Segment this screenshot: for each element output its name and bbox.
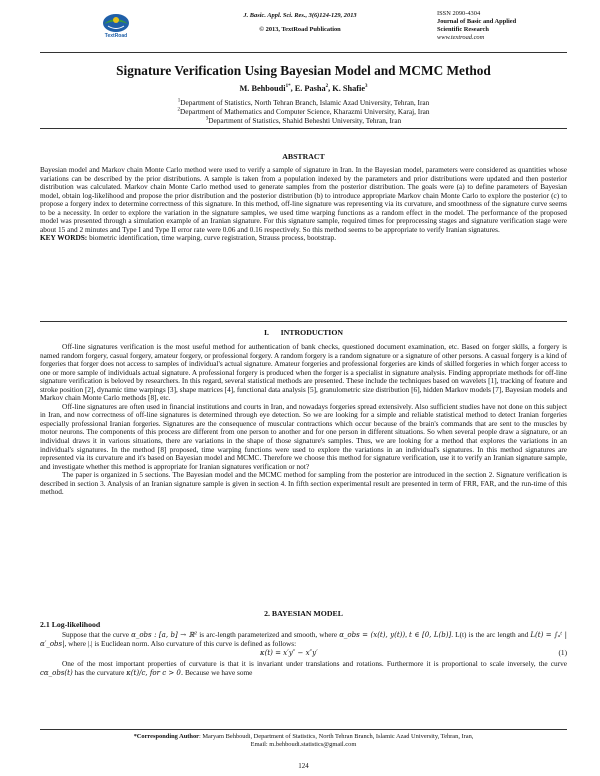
introduction-heading: I. INTRODUCTION bbox=[263, 328, 344, 337]
journal-info bbox=[437, 10, 567, 42]
keywords-text: biometric identification, time warping, curve registration, Strauss process, bootstrap. bbox=[89, 233, 337, 243]
keywords-label: KEY WORDS: bbox=[40, 233, 88, 243]
affiliation-3: $^3$Department of Statistics, Shahid Beheshti University, Tehran, Iran bbox=[205, 116, 402, 126]
curvature-equation bbox=[40, 649, 567, 659]
affiliation-1: $^1$Department of Statistics, North Tehran Branch, Islamic Azad University, Tehran, Iran bbox=[177, 98, 430, 107]
header-rule bbox=[40, 52, 567, 53]
abstract-text: Bayesian model and Markov chain Monte Carlo method were used to verify a sample of signature in Iran. In the Bayesian model, parameters were considered as quantities whose variations can be described by the prior distributions. A sample is taken from a population indexed by the parameters and prior distributions were updated and then posterior distribution was calculated. Markov chain Monte Carlo method used to generate samples from the posterior distribution. The goals were (a) to define parameters of Bayesian model, obtain log-likelihood and propose the prior distribution and the posterior distribution (b) to introduce appropriate Markov chain Monte Carlo to explore the posterior (c) to propose a forgery index to determine correctness of this signature. In this method, off-line signature was representing via its curvature, and smoothness of the signature curve seems to be a necessity. In order to explore the variation in the signature samples, we used time warping functions as a random effect in the model. The performance of the proposed model was presented through a simulation example of an Iranian signature. For this signature sample, required times for preprocessing stages and signature verification stage were about 15 and 2 minutes and Type I and Type II error rate were 0.06 and 0.16 respectively. So this method seems to be appropriate to verify Iranian signatures. bbox=[40, 165, 567, 234]
footnote-rule bbox=[40, 729, 567, 730]
footnote-email[interactable]: Email: m.behboudi.statistics@gmail.com bbox=[250, 741, 357, 748]
issn: ISSN 2090-4304 bbox=[437, 10, 481, 17]
footnote-line bbox=[40, 733, 567, 741]
keywords bbox=[40, 234, 567, 243]
scaled-curve-math: cα_obs(t) bbox=[40, 668, 73, 677]
publisher-logo bbox=[92, 10, 140, 40]
bayes-paragraph-1: Suppose that the curve α_obs : [a, b] → ℝ² is arc-length parameterized and smooth, where α_obs = (x(t), y(t)), t ∈ [0, L(b)]. L(t) is the arc length and L(t) = ∫ₐᵗ |α′_obs|, where |.| is Euclidean norm. Also curvature of this curve is defined as follows: bbox=[40, 630, 567, 648]
copyright-line: © 2013, TextRoad Publication bbox=[259, 26, 341, 33]
footnote-label: *Corresponding Author bbox=[133, 733, 199, 740]
curve-components-math: α_obs = (x(t), y(t)) bbox=[339, 631, 406, 639]
scaled-curvature-math: κ(t)/c, for c > 0. bbox=[126, 668, 184, 677]
abstract-body bbox=[40, 166, 567, 243]
domain-math: t ∈ [0, L(b)] bbox=[409, 631, 452, 639]
intro-paragraph-2: Off-line signatures are often used in financial institutions and courts in Iran, and nowadays forgeries spread extensively. Also sufficient studies have not done on this subject in Iran, and now correctness of off-line signatures is determined through eye detection. So we are looking for a simple and reliable statistical method to detect Iranian forgeries especially professional Iranian forgeries. Signatures are the consequence of muscular contractions which occur because of the brain's commands that are sent to the muscles by motor neurons. The components of this process are different from one person to another and for one person in different situations. So when several people draw a signature, or an individual draws it in various situations, there are variations in the shape of those signature's samples. Thus, we are looking for a method that explores the variations in an individual's signatures. In the method [8] proposed, time warping functions were used to explore the variations in an individual's signatures. In this method signatures are represented via its curvature and it's based on Bayesian model and MCMC. Therefore we choose this method for signature verification, use it to verify an Iranian signature sample, and investigate whether this method is appropriate for Iranian signatures verification or not? bbox=[40, 401, 567, 471]
bayesian-body bbox=[40, 631, 567, 677]
abstract-heading: ABSTRACT bbox=[282, 152, 325, 161]
author-3-sup: 3 bbox=[365, 84, 368, 90]
page-number: 124 bbox=[298, 762, 309, 770]
author-1: M. Behboudi bbox=[239, 84, 286, 93]
equation-number: (1) bbox=[558, 648, 567, 658]
journal-website[interactable]: www.textroad.com bbox=[437, 34, 485, 41]
author-2: E. Pasha bbox=[294, 84, 326, 93]
bayes-paragraph-2: One of the most important properties of curvature is that it is invariant under translations and rotations. Furthermore it is proportional to scale inversely, the curve cα_obs(t) has the curvature κ(t)/c, for c > 0. Because we have some bbox=[40, 659, 567, 677]
arc-length-math: L(t) = ∫ₐᵗ |α′_obs| bbox=[40, 631, 567, 648]
intro-paragraph-3: The paper is organized in 5 sections. The Bayesian model and the MCMC method for sampling from the posterior are introduced in the section 2. Signature verification is described in section 3. Analysis of an Iranian signature sample is given in section 4. In fifth section experimental result are presented in term of FRR, FAR, and the run-time of this method. bbox=[40, 470, 567, 497]
affiliations bbox=[40, 98, 567, 126]
introduction-body bbox=[40, 343, 567, 497]
logo-text: TextRoad bbox=[104, 33, 128, 39]
author-2-sup: 2 bbox=[325, 84, 329, 90]
author-line: M. Behboudi$^{1*}$, E. Pasha$^2$, K. Shafie$^3$ bbox=[239, 84, 368, 93]
journal-name-line-2: Scientific Research bbox=[437, 26, 489, 33]
bayesian-model-heading: 2. BAYESIAN MODEL bbox=[264, 609, 343, 618]
journal-citation: J. Basic. Appl. Sci. Res., 3(6)124-129, 2013 bbox=[243, 12, 357, 19]
corresponding-author-footnote bbox=[40, 733, 567, 749]
intro-paragraph-1: Off-line signatures verification is the most useful method for authentication of bank checks, questioned document examination, etc. Based on forger skills, a forgery is named random forgery, casual forgery, amateur forgery, or professional forgery. A random forgery is a random signature or a signature of other persons. A casual forgery is a kind of forgeries that forger does not access to samples of individual's actual signature. Amateur forgeries and professional forgeries are kinds of skilled forgeries in which forger access to one or more sample of individuals actual signature. A professional forgery is produced when the forger is a specialist in signature analysis. Finding appropriate methods for off-line signature verification is beloved by researchers. In this regard, several statistical methods are presented. These include the techniques based on wavelets [1], tracking of feature and stroke position [2], dynamic time warpings [3], shape matrices [4], functional data analysis [5], granulometric size distribution [6], hidden Markov models [7], Bayesian models and Markov chain Monte Carlo methods [8], etc. bbox=[40, 342, 567, 403]
footnote-text: : Maryam Behboudi, Department of Statistics, North Tehran Branch, Islamic Azad University, Tehran, Iran, bbox=[198, 733, 474, 740]
journal-name-line-1: Journal of Basic and Applied bbox=[437, 18, 517, 25]
abstract-rule-bottom bbox=[40, 321, 567, 322]
author-1-sup: 1* bbox=[285, 84, 291, 90]
author-3: K. Shafie bbox=[332, 84, 366, 93]
abstract-rule-top bbox=[40, 128, 567, 129]
log-likelihood-subheading: 2.1 Log-likelihood bbox=[40, 620, 101, 629]
curvature-formula: κ(t) = x′y″ − x″y′ bbox=[260, 649, 318, 658]
paper-title: Signature Verification Using Bayesian Model and MCMC Method bbox=[116, 63, 491, 78]
curve-definition-math: α_obs : [a, b] → ℝ² bbox=[131, 631, 198, 639]
affiliation-2: $^2$Department of Mathematics and Computer Science, Kharazmi University, Karaj, Iran bbox=[177, 107, 430, 117]
